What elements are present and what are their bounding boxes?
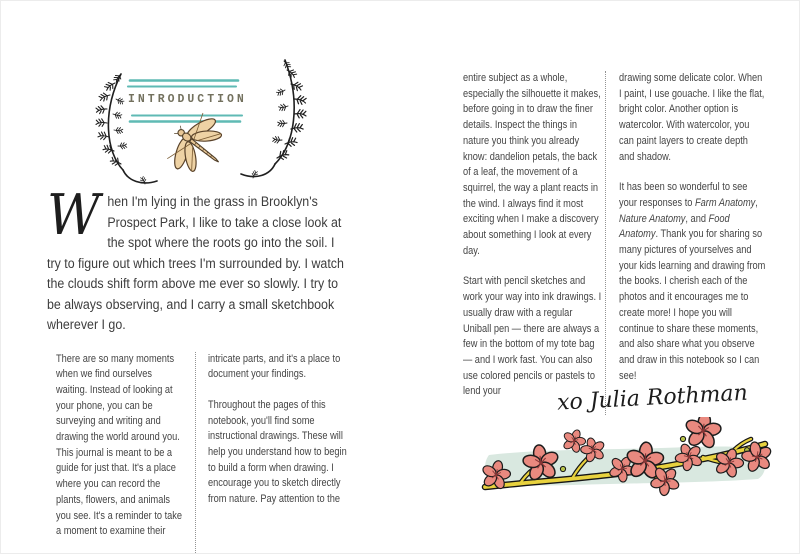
paragraph: entire subject as a whole, especially the silhouette it makes, before going in to draw the finer details. Inspect the things in nature you think you already know: dandelion petals, the back of a leaf, the movement of a squirrel, the way a plant reacts in the wind. I always find it most exciting when I make a discovery about something I look at every day. [463,72,601,257]
lead-text: hen I'm lying in the grass in Brooklyn's Prospect Park, I like to take a close look at the spot where the roots go into the soil. I try to figure out which trees I'm surrounded by. I watch the clouds shift form above me ever so slowly. I try to be always observing, and I carry a small sketchbook wherever I go. [47,194,344,332]
paragraph: Start with pencil sketches and work your way into ink drawings. I usually draw with a regular Uniball pen — there are always a few in the bottom of my tote bag — and I work fast. You can also use colored pencils or pastels to lend your [463,275,602,398]
laurel-branch-left-illustration [95,72,157,185]
left-column-1 [56,352,184,554]
laurel-branch-right-illustration [241,59,307,179]
left-column-2 [195,352,353,554]
cherry-blossom-branch-illustration [451,417,800,535]
left-page-columns [56,352,353,554]
blossom-illustration-wrap [451,417,800,535]
introduction-title: INTRODUCTION [128,93,247,106]
paragraph: drawing some delicate color. When I paint, I use gouache. I like the flat, bright color. Another option is watercolor. With watercolor, you can paint layers to create depth and shadow. [618,72,764,163]
author-signature: xo Julia Rothman [556,380,749,416]
paragraph: Throughout the pages of this notebook, you'll find some instructional drawings. These will help you understand how to begin to build a form when drawing. I encourage you to sketch directly from nature. Pay attention to the [208,398,348,506]
paragraph: There are so many moments when we find ourselves waiting. Instead of looking at your phone, you can be surveying and writing and drawing the world around you. This journal is meant to be a guide for just that. It's a place where you can record the plants, flowers, and animals you see. It's a reminder to take a moment to examine their [56,352,183,538]
right-page [463,71,765,415]
book-title-food-anatomy: Food Anatomy [618,212,730,241]
paragraph: intricate parts, and it's a place to document your findings. [208,352,341,381]
paragraph: It has been so wonderful to see your responses to Farm Anatomy, Nature Anatomy, and Food Anatomy. Thank you for sharing so many pictures of yourselves and your kids learning and drawing from the books. I cherish each of the photos and it encourages me to create more! I hope you will continue to share these moments, and also share what you observe and draw in this notebook so I can see! [618,181,765,382]
right-column-2 [605,71,765,415]
left-page [41,54,353,554]
blossom-cluster [478,417,778,502]
book-title-nature-anatomy: Nature Anatomy [618,212,685,225]
lead-paragraph [47,183,349,336]
dropcap-w: W [47,183,100,248]
introduction-banner [41,54,353,188]
banner-illustration [41,54,353,194]
book-title-farm-anatomy: Farm Anatomy [694,196,755,209]
right-column-1 [463,71,603,415]
